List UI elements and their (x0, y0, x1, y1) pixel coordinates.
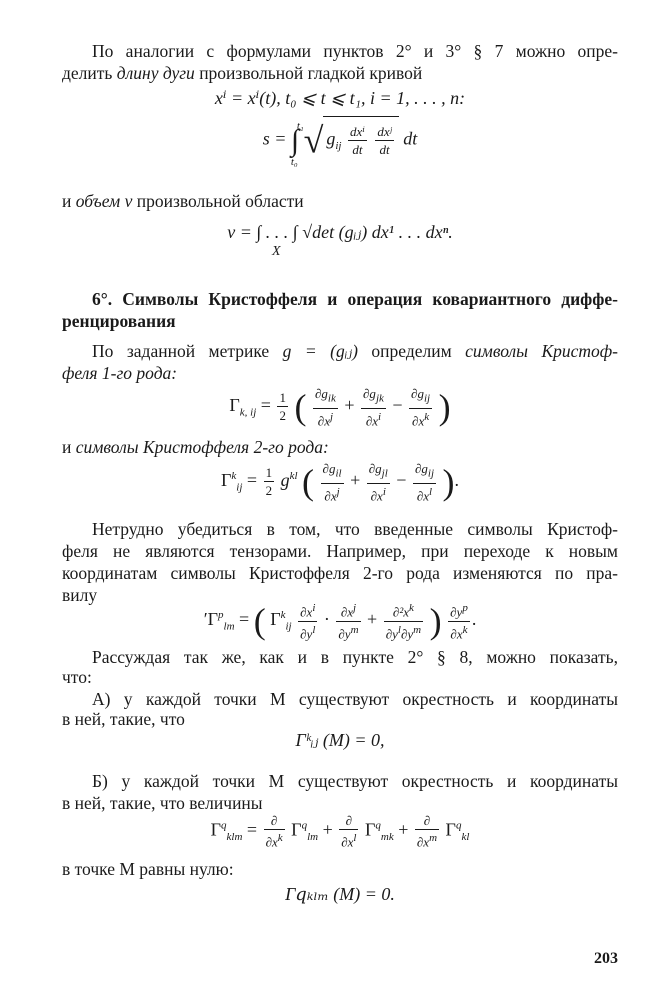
paragraph-claim-a-line2: в ней, такие, что (62, 709, 185, 729)
equation-arc-length: s = ∫ t₁ t₀ √ $g_{ij}$ $\frac{\text{dxⁱ}}{dt}$ $\frac{\text{dxʲ}}{dt}$ dt (62, 116, 618, 176)
equation-christoffel-second-kind: $\Gamma^k_{ij}$ = $\frac{1}{2}$ $g^{kl}$ ( $\frac{\partial g_{il}}{\partial x^j}$ + $\frac{\partial g_{jl}}{\partial x^i}$ − $\frac{\partial g_{ij}}{\partial x^l}$ ). (220, 461, 460, 503)
paragraph-not-tensors-line4: вилу (62, 585, 98, 605)
equation-curvature-combination: $\Gamma^q_{klm}$ = $\frac{\partial}{\partial x^k}$ $\Gamma^q_{lm}$ + $\frac{\partial}{\partial x^l}$ $\Gamma^q_{mk}$ + $\frac{\partial}{\partial x^m}$ $\Gamma^q_{kl}$ (210, 813, 470, 850)
paragraph-claim-a-line1: А) у каждой точки M существуют окрестность и координаты (92, 689, 618, 709)
paragraph-arc-length-line1: По аналогии с формулами пунктов 2° и 3° § 7 можно опре- (92, 41, 618, 61)
paragraph-not-tensors-line2: феля не являются тензорами. Например, при переходе к новым (62, 541, 618, 561)
equation-curvature-zero: Γ𝑞ₖₗₘ (M) = 0. (285, 884, 395, 904)
paragraph-second-kind: и символы Кристоффеля 2-го рода: (62, 437, 329, 457)
paragraph-metric-line2: феля 1-го рода: (62, 363, 178, 383)
section-heading-line2: ренцирования (62, 311, 176, 331)
paragraph-reasoning-line2: что: (62, 667, 92, 687)
paragraph-not-tensors-line3: координатам символы Кристоффеля 2-го рода изменяются по пра- (62, 563, 618, 583)
paragraph-arc-length-line2: делить длину дуги произвольной гладкой кривой (62, 63, 423, 83)
paragraph-metric-line1: По заданной метрике g = (gᵢⱼ) определим символы Кристоф- (92, 341, 618, 361)
page-number: 203 (594, 950, 618, 967)
equation-transformation-law: $'\Gamma^p_{lm}$ = ( $\Gamma^k_{ij}$ $\frac{\partial x^i}{\partial y^l}$ · $\frac{\partial x^j}{\partial y^m}$ + $\frac{\partial^2x^k}{\partial y^l\partial y^m}$ ) $\frac{\partial y^p}{\partial x^k}$ . (203, 601, 477, 641)
section-heading-line1: 6°. Символы Кристоффеля и операция ковариантного диффе- (92, 289, 618, 309)
paragraph-claim-b-line1: Б) у каждой точки M существуют окрестность и координаты (92, 771, 618, 791)
paragraph-volume: и объем v произвольной области (62, 191, 304, 211)
paragraph-not-tensors-line1: Нетрудно убедиться в том, что введенные символы Кристоф- (92, 519, 618, 539)
paragraph-reasoning-line1: Рассуждая так же, как и в пункте 2° § 8, можно показать, (92, 647, 618, 667)
term-arc-length: длину дуги (116, 63, 195, 83)
equation-volume: v = ∫ . . . ∫ √det (gᵢⱼ) dx¹ . . . dxⁿ. X (227, 222, 453, 259)
paragraph-at-point: в точке M равны нулю: (62, 859, 234, 879)
paragraph-claim-b-line2: в ней, такие, что величины (62, 793, 263, 813)
equation-christoffel-zero: Γᵏᵢⱼ (M) = 0, (295, 730, 385, 750)
equation-curve: xⁱ = xⁱ(t), t₀ ⩽ t ⩽ t₁, i = 1, . . . , n: (214, 88, 466, 108)
volume-domain-label: X (272, 244, 281, 259)
equation-christoffel-first-kind: $\Gamma_{k, ij}$ = $\frac{1}{2}$ ( $\frac{\partial g_{ik}}{\partial x^j}$ + $\frac{\partial g_{jk}}{\partial x^i}$ − $\frac{\partial g_{ij}}{\partial x^k}$ ) (229, 386, 451, 428)
